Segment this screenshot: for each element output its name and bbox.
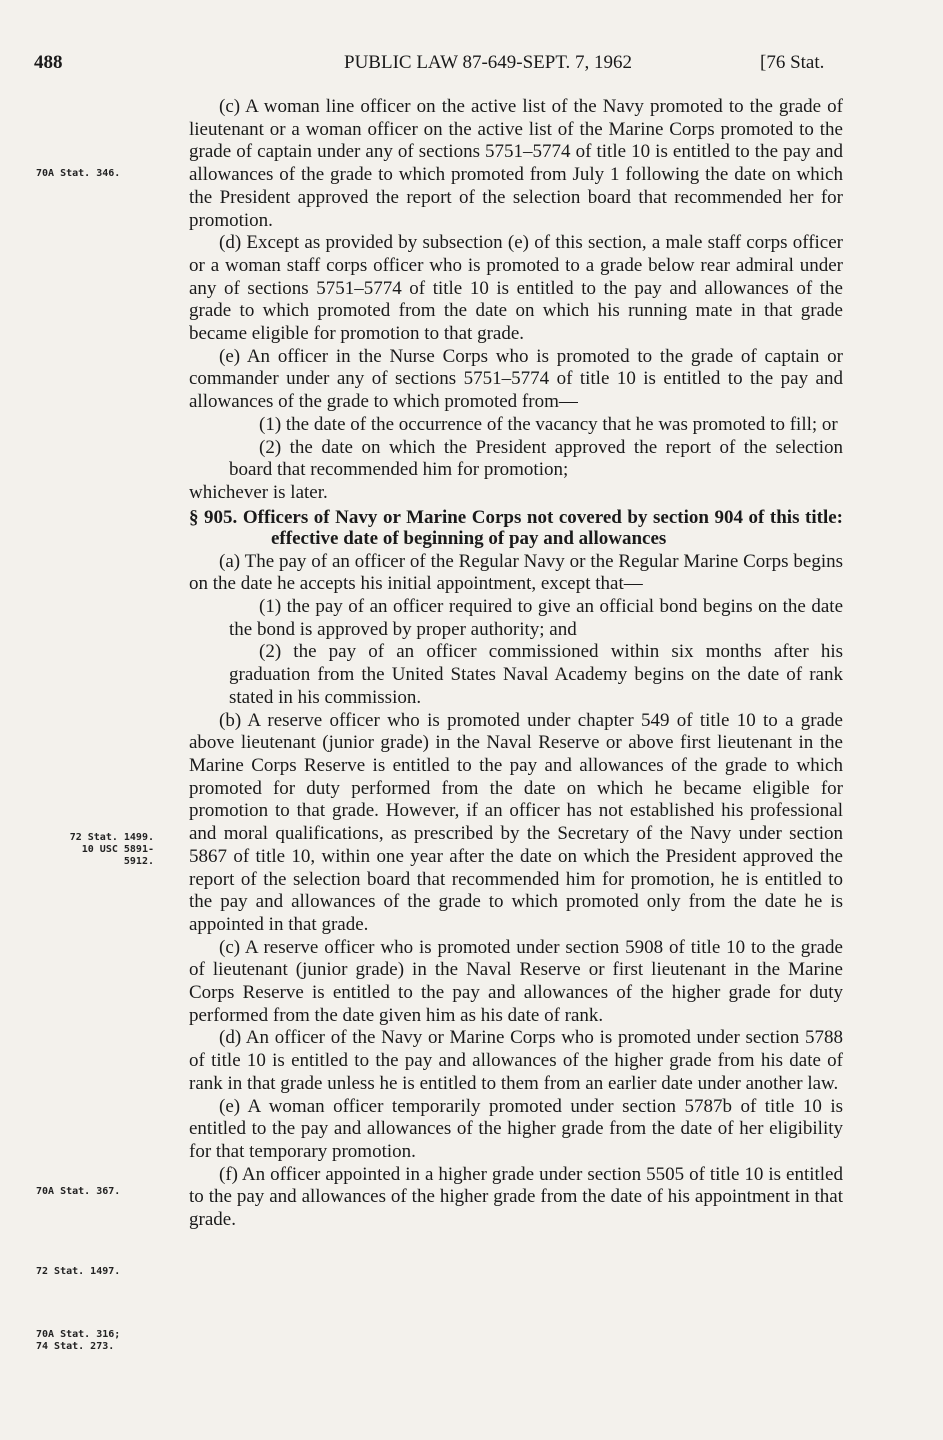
margin-note: 72 Stat. 1497. bbox=[36, 1266, 121, 1277]
margin-note: 70A Stat. 346. bbox=[36, 168, 121, 179]
paragraph: whichever is later. bbox=[189, 481, 328, 503]
page-number: 488 bbox=[34, 52, 63, 73]
list-item: (2) the date on which the President approved the report of the selection board that recommended him for promotion; bbox=[229, 436, 843, 481]
paragraph: (d) Except as provided by subsection (e) of this section, a male staff corps officer or a woman staff corps officer who is promoted to a grade below rear admiral under any of sections 5751–5774 of title 10 is entitled to the pay and allowances of the grade to which promoted from the date on which his running mate in that grade became eligible for promotion to that grade. bbox=[189, 232, 843, 345]
list-item: (1) the date of the occurrence of the vacancy that he was promoted to fill; or bbox=[259, 413, 838, 435]
list-item: (1) the pay of an officer required to give an official bond begins on the date the bond is approved by proper authority; and bbox=[229, 596, 843, 640]
paragraph: (e) A woman officer temporarily promoted under section 5787b of title 10 is entitled to the pay and allowances of the higher grade from the date of her eligibility for that temporary promotion. bbox=[189, 1095, 843, 1162]
margin-note: 70A Stat. 367. bbox=[36, 1186, 121, 1197]
list-item: (2) the pay of an officer commissioned within six months after his graduation from the United States Naval Academy begins on the date of rank stated in his commission. bbox=[229, 641, 843, 708]
paragraph: (b) A reserve officer who is promoted under chapter 549 of title 10 to a grade above lieutenant (junior grade) in the Naval Reserve or above first lieutenant in the Marine Corps Reserve is entitled to the pay and allowances of the grade to which promoted for duty performed from the date on which he became eligible for promotion to that grade. However, if an officer has not established his professional and moral qualifications, as prescribed by the Secretary of the Navy under section 5867 of title 10, within one year after the date on which the President approved the report of the selection board that recommended him for promotion, he is entitled to the pay and allowances of the grade to which promoted only from the date he is appointed in that grade. bbox=[189, 709, 843, 935]
paragraph: (d) An officer of the Navy or Marine Corps who is promoted under section 5788 of title 10 is entitled to the pay and allowances of the higher grade from his date of rank in that grade unless he is entitled to them from an earlier date under another law. bbox=[189, 1027, 843, 1094]
body-text bbox=[189, 96, 843, 1232]
statute-reference: [76 Stat. bbox=[760, 52, 825, 73]
margin-note: 72 Stat. 1499. 10 USC 5891- 5912. bbox=[69, 832, 154, 867]
paragraph: (c) A woman line officer on the active list of the Navy promoted to the grade of lieutenant or a woman officer on the active list of the Marine Corps promoted to the grade of captain under any of sections 5751–5774 of title 10 is entitled to the pay and allowances of the grade to which promoted from July 1 following the date on which the President approved the report of the selection board that recommended her for promotion. bbox=[189, 96, 843, 231]
paragraph: (f) An officer appointed in a higher grade under section 5505 of title 10 is entitled to the pay and allowances of the higher grade from the date of his appointment in that grade. bbox=[189, 1163, 843, 1231]
section-heading: § 905. Officers of Navy or Marine Corps not covered by section 904 of this title: effective date of beginning of pay and allowances bbox=[189, 506, 843, 549]
paragraph: (a) The pay of an officer of the Regular Navy or the Regular Marine Corps begins on the date he accepts his initial appointment, except that— bbox=[189, 550, 843, 595]
paragraph: (c) A reserve officer who is promoted under section 5908 of title 10 to the grade of lieutenant (junior grade) in the Naval Reserve or first lieutenant in the Marine Corps Reserve is entitled to the pay and allowances of the higher grade for duty performed from the date given him as his date of rank. bbox=[189, 936, 843, 1026]
law-title: PUBLIC LAW 87-649-SEPT. 7, 1962 bbox=[344, 52, 633, 73]
paragraph: (e) An officer in the Nurse Corps who is promoted to the grade of captain or commander under any of sections 5751–5774 of title 10 is entitled to the pay and allowances of the grade to which promoted from— bbox=[189, 345, 843, 413]
running-header bbox=[34, 52, 854, 80]
margin-note: 70A Stat. 316; 74 Stat. 273. bbox=[36, 1329, 121, 1352]
